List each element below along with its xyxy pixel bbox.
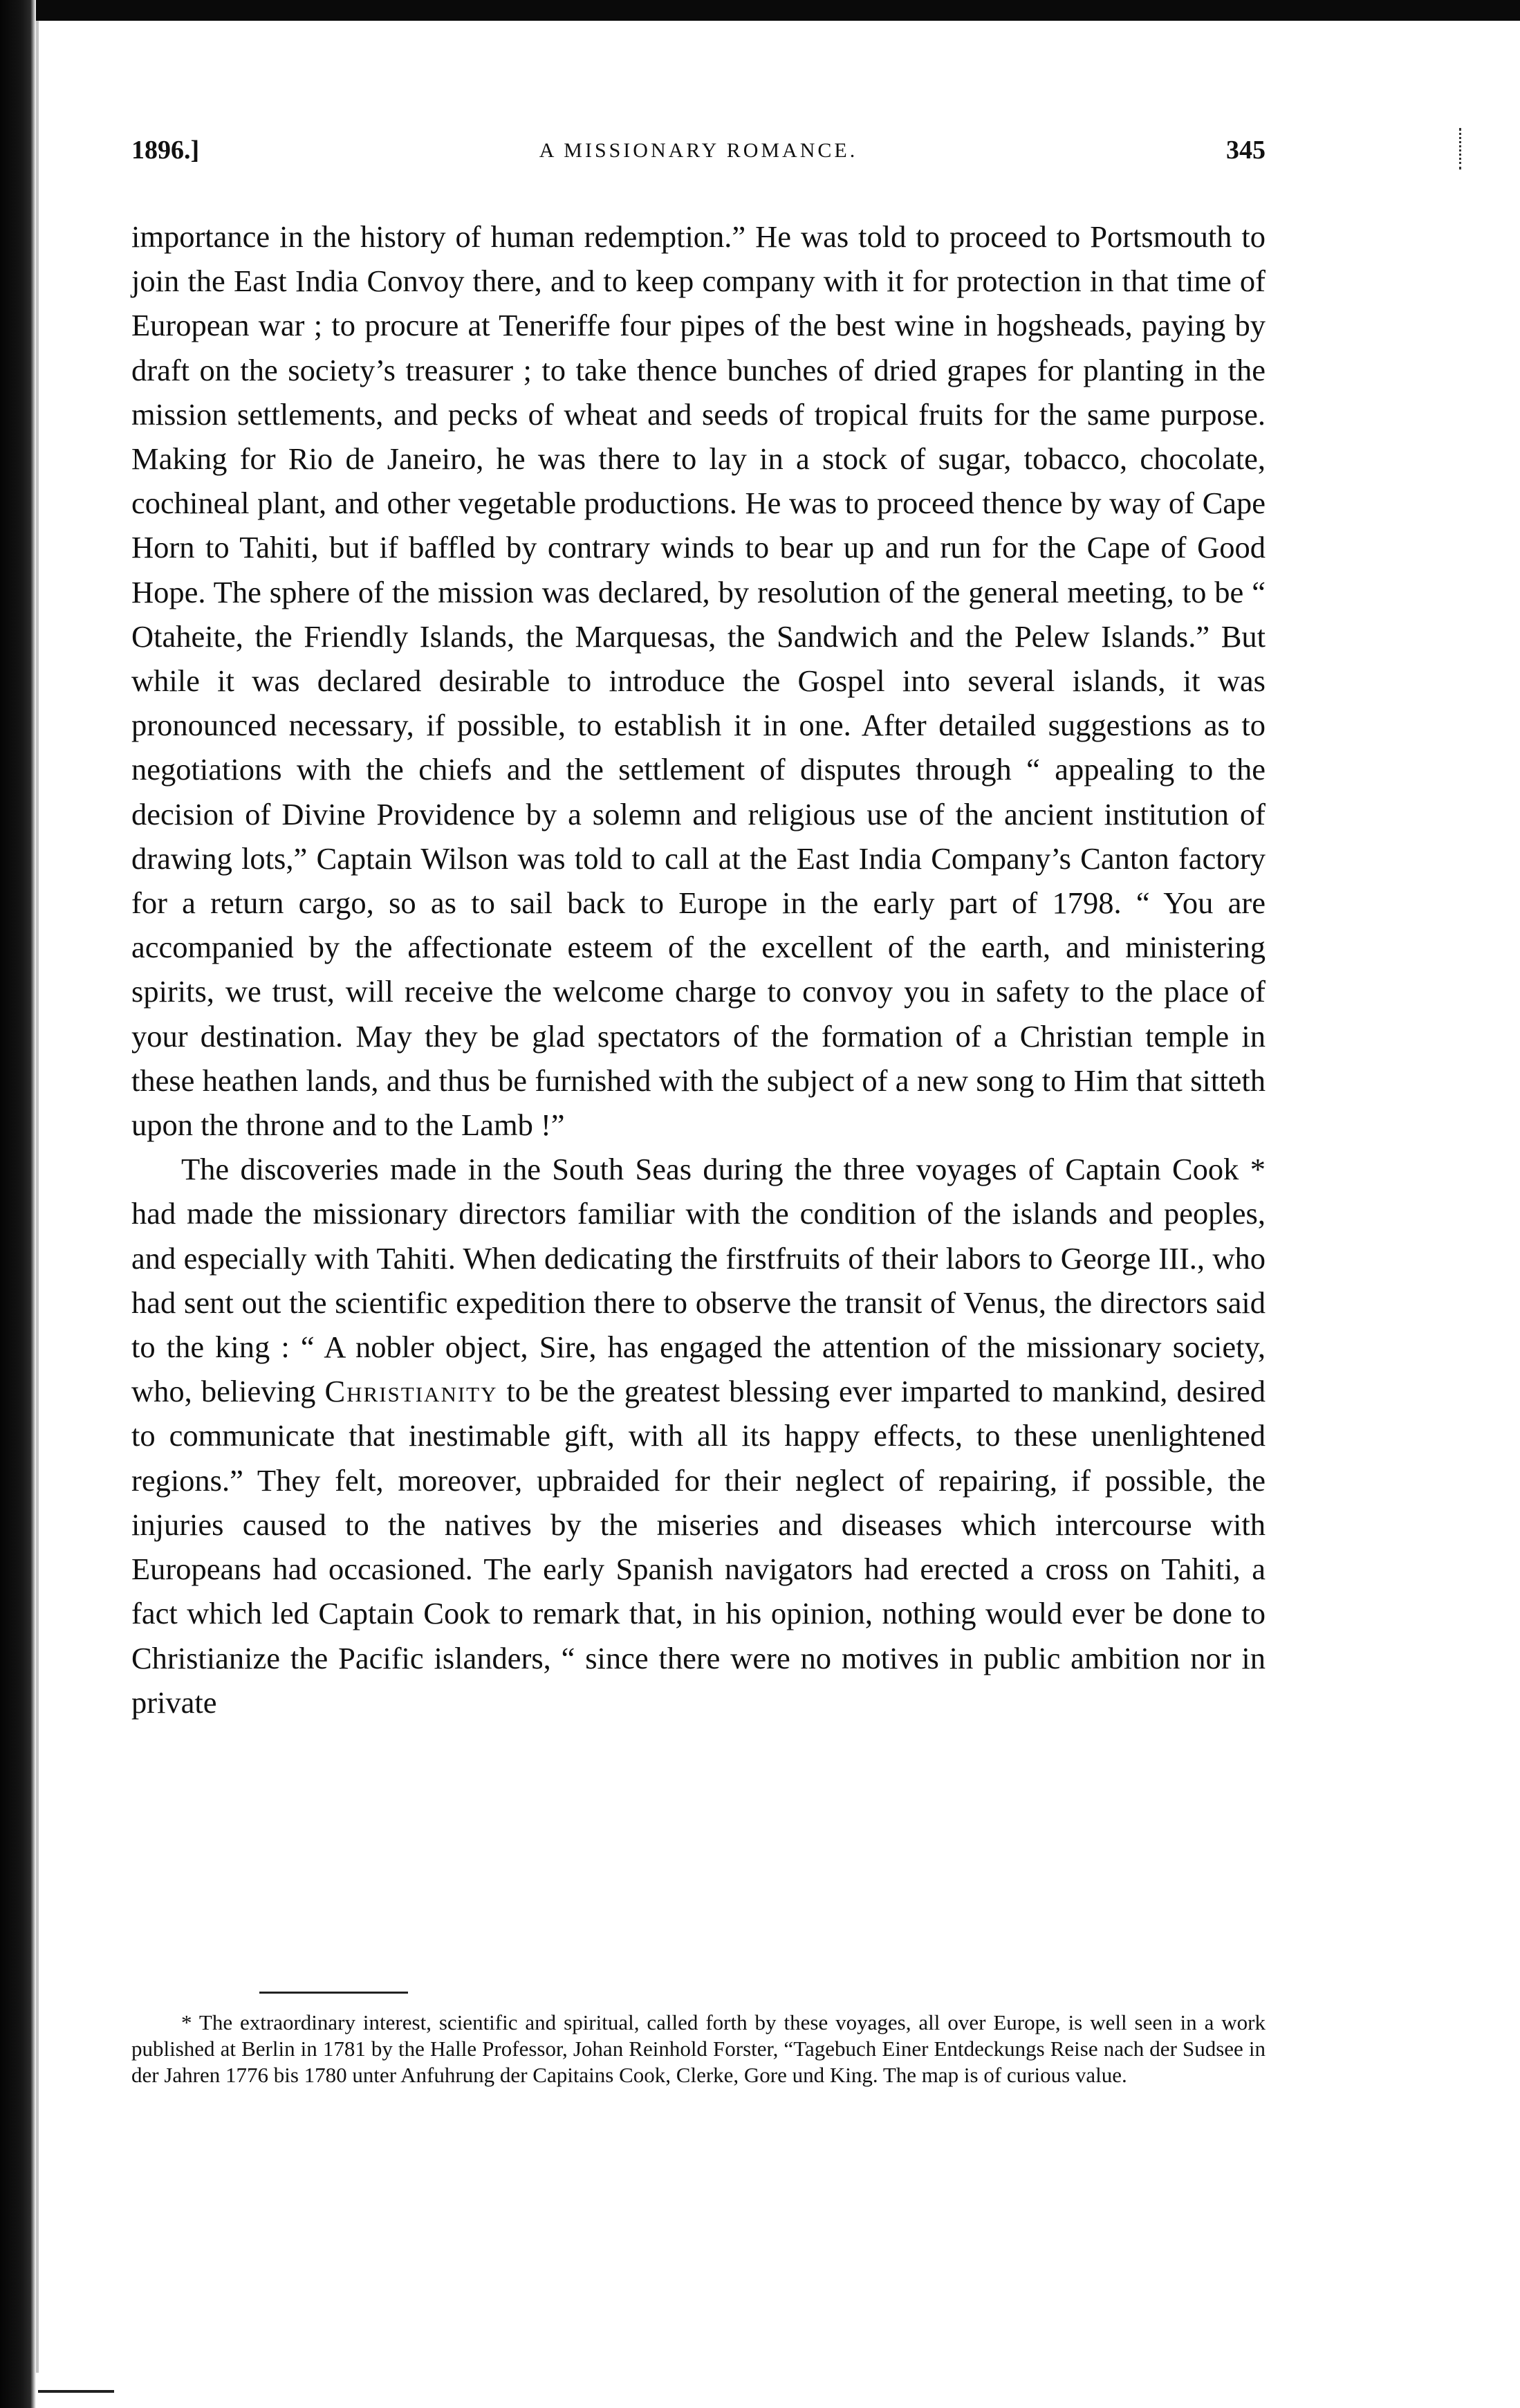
footnote-rule [259,1992,408,1994]
paragraph-2-small-caps: Christianity [324,1374,498,1409]
main-text-block [131,214,1266,1725]
scan-left-border [0,0,36,2408]
header-running-title: A MISSIONARY ROMANCE. [539,139,858,162]
scan-bottom-mark [38,2390,114,2393]
paragraph-2-text-b: to be the greatest blessing ever imparted to mankind, desired to communicate that inestimable gift, with all its happy effects, to these unenlightened regions.” They felt, moreover, upbraided for their neglect of repairing, if possible, the injuries caused to the natives by the miseries and diseases which intercourse with Europeans had occasioned. The early Spanish navigators had erected a cross on Tahiti, a fact which led Captain Cook to remark that, in his opinion, nothing would ever be done to Christianize the Pacific islanders, “ since there were no motives in public ambition nor in private [131,1374,1266,1720]
paragraph-1 [131,214,1266,1147]
scan-page-edge [36,21,39,2373]
scan-stray-mark [1459,128,1465,169]
footnote: * The extraordinary interest, scientific and spiritual, called forth by these voyages, all over Europe, is well seen in a work published at Berlin in 1781 by the Halle Professor, Johan Reinhold Forster, “Tagebuch Einer Entdeckungs Reise nach der Sudsee in der Jahren 1776 bis 1780 unter Anfuhrung der Capitains Cook, Clerke, Gore und King. The map is of curious value. [131,2010,1266,2087]
header-year: 1896.] [131,136,200,165]
page-number: 345 [1226,136,1266,165]
running-header [131,135,1266,176]
paragraph-2-text-a: The discoveries made in the South Seas during the three voyages of Captain Cook * had made the missionary directors familiar with the condition of the islands and peoples, and especially with Tahiti. When dedicating the firstfruits of their labors to George III., who had sent out the scientific expedition there to observe the transit of Venus, the directors said to the king : “ A nobler object, Sire, has engaged the attention of the missionary society, who, believing [131,1152,1266,1409]
paragraph-2 [131,1147,1266,1725]
scan-top-border [0,0,1520,21]
paragraph-1-text: importance in the history of human redemption.” He was told to proceed to Portsmouth to join the East India Convoy there, and to keep company with it for protection in that time of European war ; to procure at Teneriffe four pipes of the best wine in hogsheads, paying by draft on the society’s treasurer ; to take thence bunches of dried grapes for planting in the mission settlements, and pecks of wheat and seeds of tropical fruits for the same purpose. Making for Rio de Janeiro, he was there to lay in a stock of sugar, tobacco, chocolate, cochineal plant, and other vegetable productions. He was to proceed thence by way of Cape Horn to Tahiti, but if baffled by contrary winds to bear up and run for the Cape of Good Hope. The sphere of the mission was declared, by resolution of the general meeting, to be “ Otaheite, the Friendly Islands, the Marquesas, the Sandwich and the Pelew Islands.” But while it was declared desirable to introduce the Gospel into several islands, it was pronounced necessary, if possible, to establish it in one. After detailed suggestions as to negotiations with the chiefs and the settlement of disputes through “ appealing to the decision of Divine Providence by a solemn and religious use of the ancient institution of drawing lots,” Captain Wilson was told to call at the East India Company’s Canton factory for a return cargo, so as to sail back to Europe in the early part of 1798. “ You are accompanied by the affectionate esteem of the excellent of the earth, and ministering spirits, we trust, will receive the welcome charge to convoy you in safety to the place of your destination. May they be glad spectators of the formation of a Christian temple in these heathen lands, and thus be furnished with the subject of a new song to Him that sitteth upon the throne and to the Lamb !” [131,219,1266,1143]
